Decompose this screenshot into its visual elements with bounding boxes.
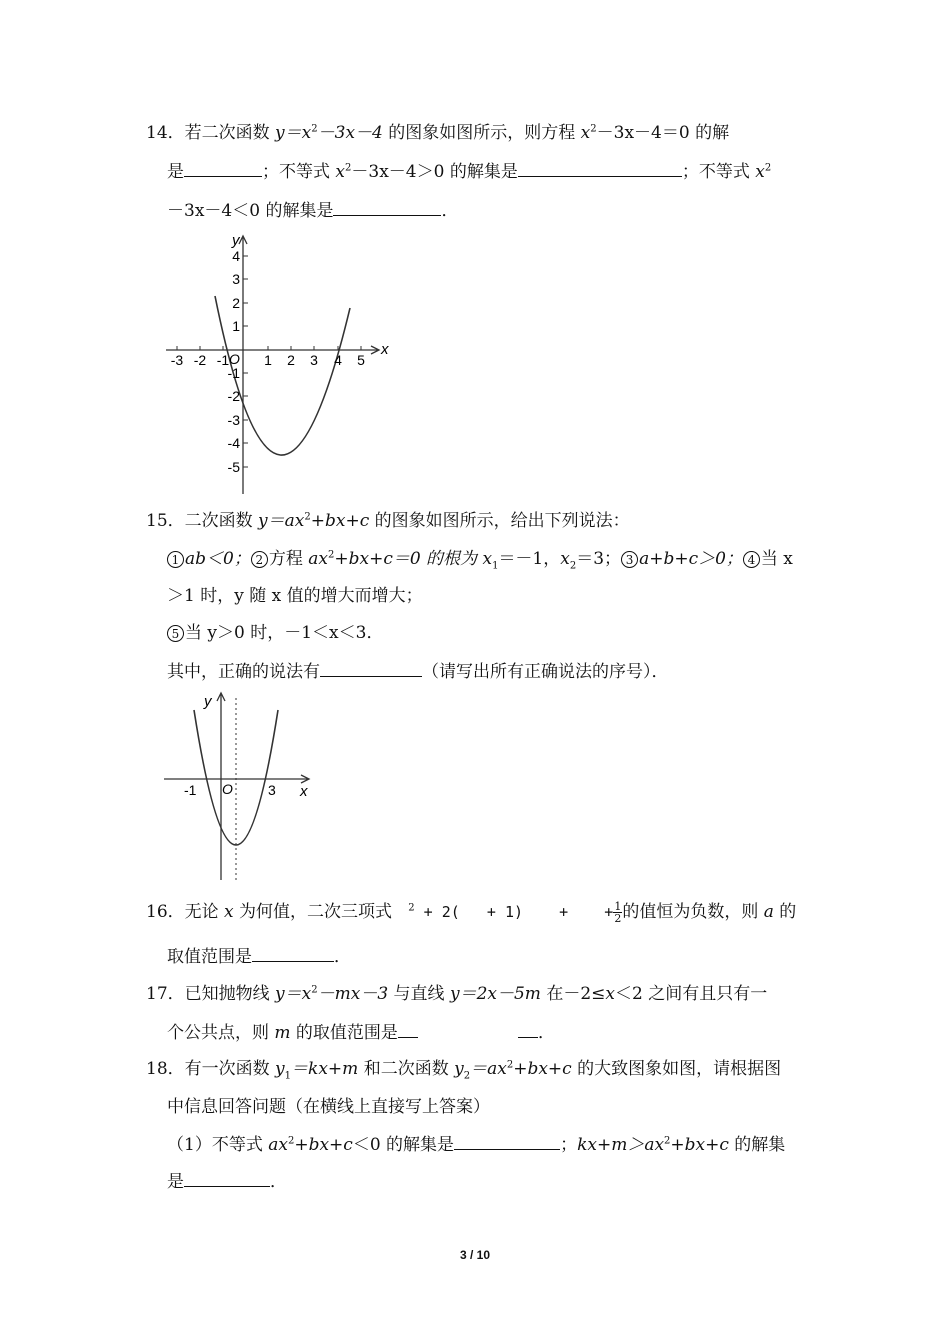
svg-text:2: 2 bbox=[287, 352, 295, 368]
svg-text:-1: -1 bbox=[216, 352, 230, 368]
svg-text:4: 4 bbox=[232, 248, 240, 264]
svg-text:-3: -3 bbox=[170, 352, 184, 368]
q18-line2: 中信息回答问题（在横线上直接写上答案） bbox=[167, 1097, 490, 1117]
q18-number: 18． bbox=[146, 1059, 185, 1079]
x-axis-label: x bbox=[300, 783, 308, 800]
svg-text:1: 1 bbox=[232, 318, 240, 334]
svg-text:5: 5 bbox=[357, 352, 365, 368]
answer-blank[interactable] bbox=[184, 1170, 270, 1187]
q14-line2: 是 ；不等式 $x^2-3x-4>0$ 的解集是 ；不等式 $x^2$ bbox=[167, 162, 772, 182]
svg-text:-5: -5 bbox=[227, 459, 240, 475]
q17-line2: 个公共点，则 m 的取值范围是 ． bbox=[167, 1023, 555, 1043]
answer-blank[interactable] bbox=[320, 660, 422, 677]
svg-text:-2: -2 bbox=[193, 352, 207, 368]
q17-number: 17． bbox=[146, 984, 185, 1004]
q15-line1: 15．二次函数 $y=ax^2+bx+c$ 的图象如图所示，给出下列说法： bbox=[146, 511, 630, 531]
q18-line1: 18．有一次函数 $y_1=kx+m$ 和二次函数 $y_2=ax^2+bx+c$ 的大致图象如图，请根据图 bbox=[146, 1059, 782, 1082]
svg-text:-3: -3 bbox=[227, 412, 240, 428]
page-number: 3 / 10 bbox=[459, 1248, 491, 1262]
fraction-one-half: $\frac{1}{2}$ bbox=[614, 900, 622, 925]
q15-line2: 1 ab＜0； 2 方程 $ax^2+bx+c=0$ 的根为 $x_1=-1$，$x_2=3$； 3 a+b+c＞0； 4 当 x bbox=[167, 548, 793, 570]
answer-blank[interactable] bbox=[184, 160, 262, 177]
answer-blank[interactable] bbox=[518, 1021, 538, 1038]
q16-line2: 取值范围是 ． bbox=[167, 947, 351, 967]
svg-text:-4: -4 bbox=[227, 435, 240, 451]
root-label-left: -1 bbox=[184, 782, 197, 798]
origin-label: O bbox=[229, 351, 240, 367]
q15-line3: ＞1 时，y 随 x 值的增大而增大； bbox=[167, 586, 423, 606]
q18-line3: （1）不等式 $ax^2+bx+c<0$ 的解集是 ；$kx+m>ax^2+bx+c$ 的解集 bbox=[167, 1135, 786, 1155]
q17-line1: 17．已知抛物线 $y=x^2-mx-3$ 与直线 y＝2x－5m 在－2≤x＜2 之间有且只有一 bbox=[146, 984, 768, 1004]
root-label-right: 3 bbox=[268, 782, 276, 798]
q15-number: 15． bbox=[146, 511, 185, 531]
svg-text:2: 2 bbox=[232, 295, 240, 311]
q16-line1: 16．无论 x 为何值，二次三项式 $^2$ + 2( + 1) + + $\frac{1}{2}$ 的值恒为负数，则 a 的 bbox=[146, 900, 797, 925]
q14-line1: 14．若二次函数 $y=x^2-3x-4$ 的图象如图所示，则方程 $x^2-3x-4=0$ 的解 bbox=[146, 123, 730, 143]
answer-blank[interactable] bbox=[518, 160, 682, 177]
q14-graph bbox=[160, 228, 400, 498]
origin-label: O bbox=[222, 781, 233, 797]
answer-blank[interactable] bbox=[333, 199, 441, 216]
q15-line4: 5 当 y＞0 时，－1＜x＜3． bbox=[167, 622, 383, 644]
q15-line5: 其中，正确的说法有 （请写出所有正确说法的序号）． bbox=[167, 662, 669, 682]
x-axis-label: x bbox=[381, 341, 389, 358]
svg-text:3: 3 bbox=[310, 352, 318, 368]
q14-number: 14． bbox=[146, 123, 185, 143]
answer-blank[interactable] bbox=[398, 1021, 418, 1038]
svg-text:-2: -2 bbox=[227, 388, 240, 404]
y-axis-label: y bbox=[204, 693, 212, 710]
q18-line4: 是 ． bbox=[167, 1172, 287, 1192]
svg-text:-1: -1 bbox=[227, 365, 240, 381]
y-axis-label: y bbox=[232, 232, 240, 249]
answer-blank[interactable] bbox=[454, 1133, 560, 1150]
svg-text:1: 1 bbox=[264, 352, 272, 368]
svg-text:3: 3 bbox=[232, 271, 240, 287]
q14-line3: －3x－4＜0 的解集是 ． bbox=[167, 201, 459, 221]
svg-text:4: 4 bbox=[334, 352, 342, 368]
q15-graph bbox=[160, 690, 330, 882]
answer-blank[interactable] bbox=[252, 945, 334, 962]
q16-number: 16． bbox=[146, 902, 185, 922]
